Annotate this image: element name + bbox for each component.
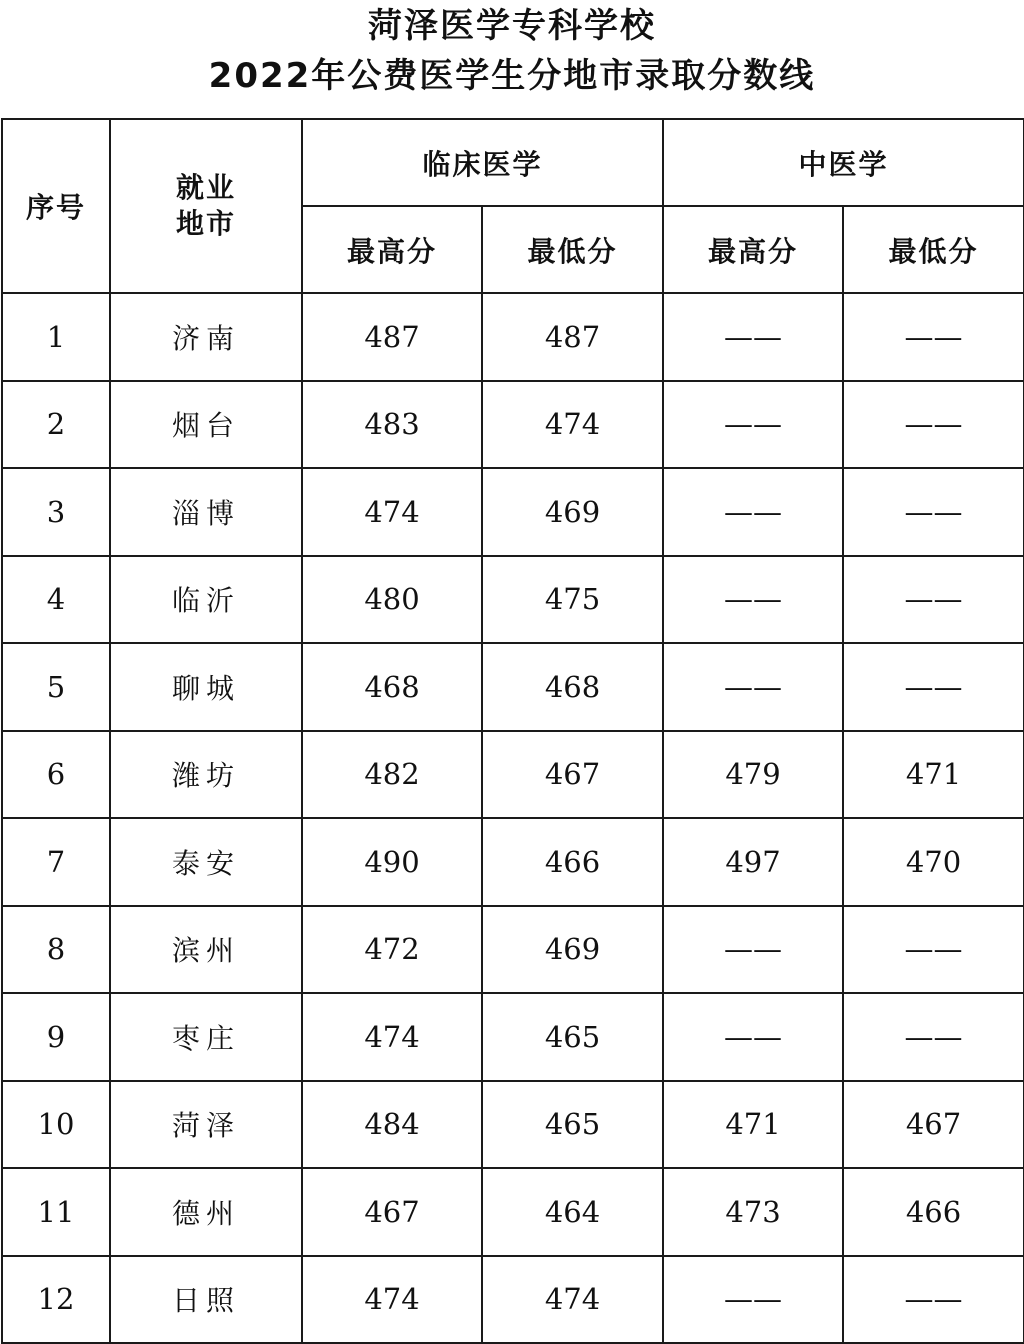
table-row: [2, 1256, 1024, 1344]
cell-city: 菏泽: [110, 1081, 302, 1169]
header-clinical-max: 最高分: [302, 206, 482, 293]
cell-index: 1: [2, 293, 110, 381]
cell-tcm-min: 466: [843, 1168, 1024, 1256]
table-row: [2, 993, 1024, 1081]
cell-tcm-max: ——: [663, 906, 843, 994]
cell-clinical-max: 472: [302, 906, 482, 994]
cell-clinical-min: 464: [482, 1168, 663, 1256]
cell-index: 6: [2, 731, 110, 819]
cell-index: 11: [2, 1168, 110, 1256]
cell-index: 5: [2, 643, 110, 731]
cell-tcm-max: ——: [663, 643, 843, 731]
cell-tcm-min: ——: [843, 293, 1024, 381]
cell-city: 潍坊: [110, 731, 302, 819]
cell-tcm-min: ——: [843, 1256, 1024, 1344]
cell-tcm-min: ——: [843, 993, 1024, 1081]
cell-tcm-max: ——: [663, 556, 843, 644]
cell-clinical-min: 465: [482, 1081, 663, 1169]
cell-city: 临沂: [110, 556, 302, 644]
cell-clinical-min: 466: [482, 818, 663, 906]
cell-clinical-min: 474: [482, 1256, 663, 1344]
cell-tcm-max: ——: [663, 993, 843, 1081]
table-row: [2, 556, 1024, 644]
cell-clinical-min: 474: [482, 381, 663, 469]
cell-clinical-min: 487: [482, 293, 663, 381]
header-tcm-min: 最低分: [843, 206, 1024, 293]
admission-score-table: [1, 118, 1024, 1344]
cell-tcm-max: ——: [663, 293, 843, 381]
header-city-line2: 地市: [175, 207, 236, 240]
table-row: [2, 293, 1024, 381]
table-row: [2, 906, 1024, 994]
cell-tcm-max: ——: [663, 468, 843, 556]
document-title: 菏泽医学专科学校: [368, 6, 656, 46]
cell-clinical-max: 474: [302, 993, 482, 1081]
cell-index: 10: [2, 1081, 110, 1169]
header-clinical-min: 最低分: [482, 206, 663, 293]
cell-tcm-min: 470: [843, 818, 1024, 906]
cell-city: 枣庄: [110, 993, 302, 1081]
table-row: [2, 818, 1024, 906]
cell-tcm-min: ——: [843, 556, 1024, 644]
cell-city: 烟台: [110, 381, 302, 469]
table-body: [2, 293, 1024, 1343]
table-row: [2, 468, 1024, 556]
cell-tcm-min: ——: [843, 468, 1024, 556]
table-row: [2, 381, 1024, 469]
cell-city: 日照: [110, 1256, 302, 1344]
cell-tcm-max: 497: [663, 818, 843, 906]
cell-tcm-min: 471: [843, 731, 1024, 819]
cell-clinical-max: 490: [302, 818, 482, 906]
cell-city: 淄博: [110, 468, 302, 556]
cell-clinical-min: 467: [482, 731, 663, 819]
header-chinese-medicine: 中医学: [663, 119, 1024, 206]
cell-clinical-max: 482: [302, 731, 482, 819]
header-tcm-max: 最高分: [663, 206, 843, 293]
cell-clinical-max: 480: [302, 556, 482, 644]
cell-tcm-max: 473: [663, 1168, 843, 1256]
cell-city: 聊城: [110, 643, 302, 731]
table-row: [2, 1081, 1024, 1169]
cell-clinical-min: 465: [482, 993, 663, 1081]
cell-city: 滨州: [110, 906, 302, 994]
cell-index: 7: [2, 818, 110, 906]
cell-tcm-min: ——: [843, 381, 1024, 469]
cell-index: 2: [2, 381, 110, 469]
cell-tcm-max: ——: [663, 381, 843, 469]
table-row: [2, 643, 1024, 731]
cell-clinical-max: 467: [302, 1168, 482, 1256]
table-row: [2, 731, 1024, 819]
cell-tcm-max: ——: [663, 1256, 843, 1344]
cell-city: 泰安: [110, 818, 302, 906]
cell-tcm-max: 471: [663, 1081, 843, 1169]
cell-clinical-max: 474: [302, 468, 482, 556]
cell-tcm-max: 479: [663, 731, 843, 819]
cell-tcm-min: 467: [843, 1081, 1024, 1169]
cell-clinical-min: 468: [482, 643, 663, 731]
cell-clinical-max: 483: [302, 381, 482, 469]
header-row-top: [2, 119, 1024, 206]
cell-clinical-min: 469: [482, 468, 663, 556]
header-city-line1: 就业: [175, 171, 236, 204]
cell-index: 12: [2, 1256, 110, 1344]
header-clinical-medicine: 临床医学: [302, 119, 663, 206]
document-subtitle: 2022年公费医学生分地市录取分数线: [208, 56, 816, 96]
cell-clinical-max: 484: [302, 1081, 482, 1169]
cell-city: 德州: [110, 1168, 302, 1256]
cell-clinical-max: 487: [302, 293, 482, 381]
table-row: [2, 1168, 1024, 1256]
cell-index: 9: [2, 993, 110, 1081]
header-index: 序号: [2, 119, 110, 293]
cell-tcm-min: ——: [843, 906, 1024, 994]
cell-clinical-max: 474: [302, 1256, 482, 1344]
header-city: [110, 119, 302, 293]
cell-clinical-min: 475: [482, 556, 663, 644]
cell-clinical-min: 469: [482, 906, 663, 994]
cell-index: 8: [2, 906, 110, 994]
cell-clinical-max: 468: [302, 643, 482, 731]
cell-city: 济南: [110, 293, 302, 381]
cell-index: 4: [2, 556, 110, 644]
cell-index: 3: [2, 468, 110, 556]
cell-tcm-min: ——: [843, 643, 1024, 731]
